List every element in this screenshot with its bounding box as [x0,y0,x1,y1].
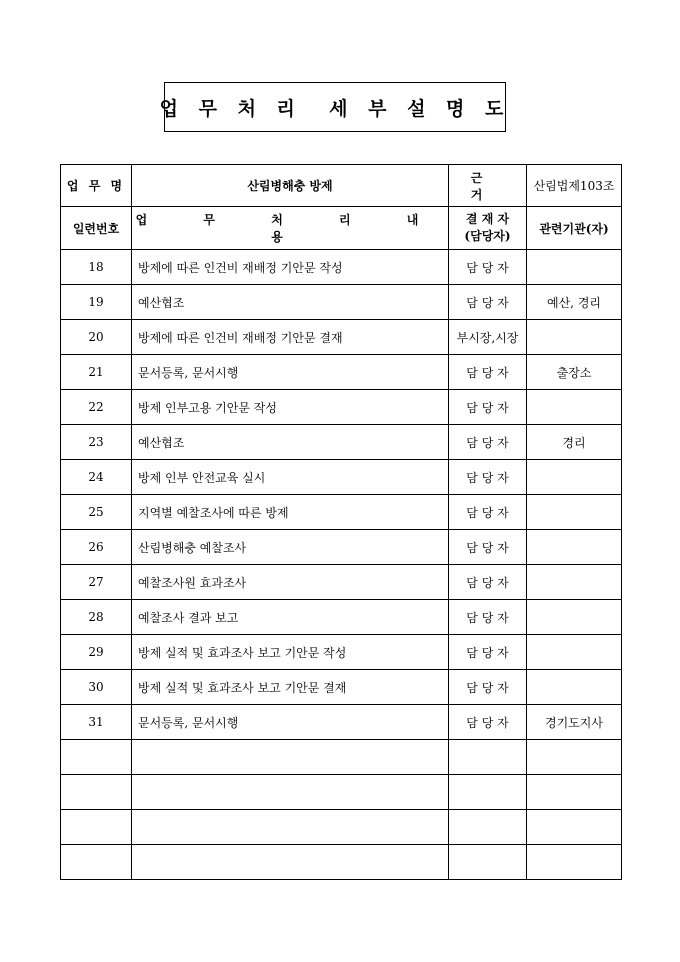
task-content-cell: 방제 실적 및 효과조사 보고 기안문 작성 [132,635,449,670]
task-content-cell [132,845,449,880]
related-agency-cell [527,495,622,530]
approver-cell: 담 당 자 [449,390,527,425]
table-row [61,425,622,460]
related-agency-cell: 출장소 [527,355,622,390]
approver-cell: 담 당 자 [449,565,527,600]
approver-header-line2: (담당자) [464,229,511,243]
table-row [61,705,622,740]
task-content-cell [132,775,449,810]
task-content-cell: 예찰조사원 효과조사 [132,565,449,600]
table-row [61,740,622,775]
table-row [61,670,622,705]
table-row [61,320,622,355]
table-row [61,775,622,810]
approver-header-line1: 결 재 자 [465,212,510,226]
table-row [61,565,622,600]
table-row [61,530,622,565]
task-content-cell: 예산협조 [132,285,449,320]
approver-cell: 담 당 자 [449,460,527,495]
task-content-cell: 방제에 따른 인건비 재배정 기안문 작성 [132,250,449,285]
table-row [61,285,622,320]
related-agency-cell [527,670,622,705]
task-content-cell: 예찰조사 결과 보고 [132,600,449,635]
serial-number-cell: 18 [61,250,132,285]
header-row-columns [61,207,622,250]
task-name-label: 업 무 명 [61,165,132,207]
related-agency-cell [527,390,622,425]
serial-number-cell: 29 [61,635,132,670]
table-row [61,845,622,880]
approver-cell: 담 당 자 [449,670,527,705]
serial-number-cell: 19 [61,285,132,320]
approver-cell: 담 당 자 [449,635,527,670]
related-agency-cell [527,530,622,565]
approver-header [449,207,527,250]
approver-cell: 담 당 자 [449,355,527,390]
task-content-cell: 예산협조 [132,425,449,460]
task-content-cell: 지역별 예찰조사에 따른 방제 [132,495,449,530]
serial-number-cell: 24 [61,460,132,495]
task-detail-table [60,164,622,880]
document-title: 업 무 처 리 세 부 설 명 도 [159,97,511,120]
serial-number-cell: 31 [61,705,132,740]
related-agency-header: 관련기관(자) [527,207,622,250]
related-agency-cell [527,810,622,845]
serial-number-cell: 27 [61,565,132,600]
table-row [61,390,622,425]
serial-number-cell [61,775,132,810]
serial-number-cell: 30 [61,670,132,705]
serial-number-cell: 21 [61,355,132,390]
approver-cell: 담 당 자 [449,425,527,460]
task-content-cell: 산림병해충 예찰조사 [132,530,449,565]
basis-label: 근 거 [449,165,527,207]
table-row [61,250,622,285]
table-row [61,460,622,495]
table-row [61,810,622,845]
related-agency-cell [527,250,622,285]
approver-cell [449,775,527,810]
document-title-box [159,82,511,132]
related-agency-cell [527,740,622,775]
task-name-value: 산림병해충 방제 [132,165,449,207]
related-agency-cell: 경기도지사 [527,705,622,740]
serial-number-cell: 25 [61,495,132,530]
approver-cell [449,845,527,880]
table-row [61,600,622,635]
related-agency-cell: 예산, 경리 [527,285,622,320]
header-row-task [61,165,622,207]
approver-cell [449,810,527,845]
serial-number-cell: 20 [61,320,132,355]
basis-value: 산림법제103조 [527,165,622,207]
serial-number-cell: 23 [61,425,132,460]
task-content-cell [132,740,449,775]
serial-number-cell [61,740,132,775]
approver-cell [449,740,527,775]
task-content-cell: 방제에 따른 인건비 재배정 기안문 결재 [132,320,449,355]
task-content-cell: 방제 실적 및 효과조사 보고 기안문 결재 [132,670,449,705]
serial-number-cell [61,845,132,880]
approver-cell: 부시장,시장 [449,320,527,355]
task-content-cell [132,810,449,845]
related-agency-cell [527,775,622,810]
serial-number-cell [61,810,132,845]
task-content-cell: 문서등록, 문서시행 [132,355,449,390]
approver-cell: 담 당 자 [449,285,527,320]
task-content-cell: 문서등록, 문서시행 [132,705,449,740]
related-agency-cell [527,460,622,495]
approver-cell: 담 당 자 [449,495,527,530]
task-content-cell: 방제 인부고용 기안문 작성 [132,390,449,425]
table-row [61,355,622,390]
serial-number-header: 일련번호 [61,207,132,250]
serial-number-cell: 26 [61,530,132,565]
task-content-header: 업 무 처 리 내 용 [132,207,449,250]
serial-number-cell: 28 [61,600,132,635]
task-content-cell: 방제 인부 안전교육 실시 [132,460,449,495]
approver-cell: 담 당 자 [449,600,527,635]
table-row [61,495,622,530]
related-agency-cell: 경리 [527,425,622,460]
related-agency-cell [527,845,622,880]
approver-cell: 담 당 자 [449,705,527,740]
table-row [61,635,622,670]
related-agency-cell [527,565,622,600]
related-agency-cell [527,600,622,635]
related-agency-cell [527,320,622,355]
serial-number-cell: 22 [61,390,132,425]
approver-cell: 담 당 자 [449,530,527,565]
approver-cell: 담 당 자 [449,250,527,285]
related-agency-cell [527,635,622,670]
